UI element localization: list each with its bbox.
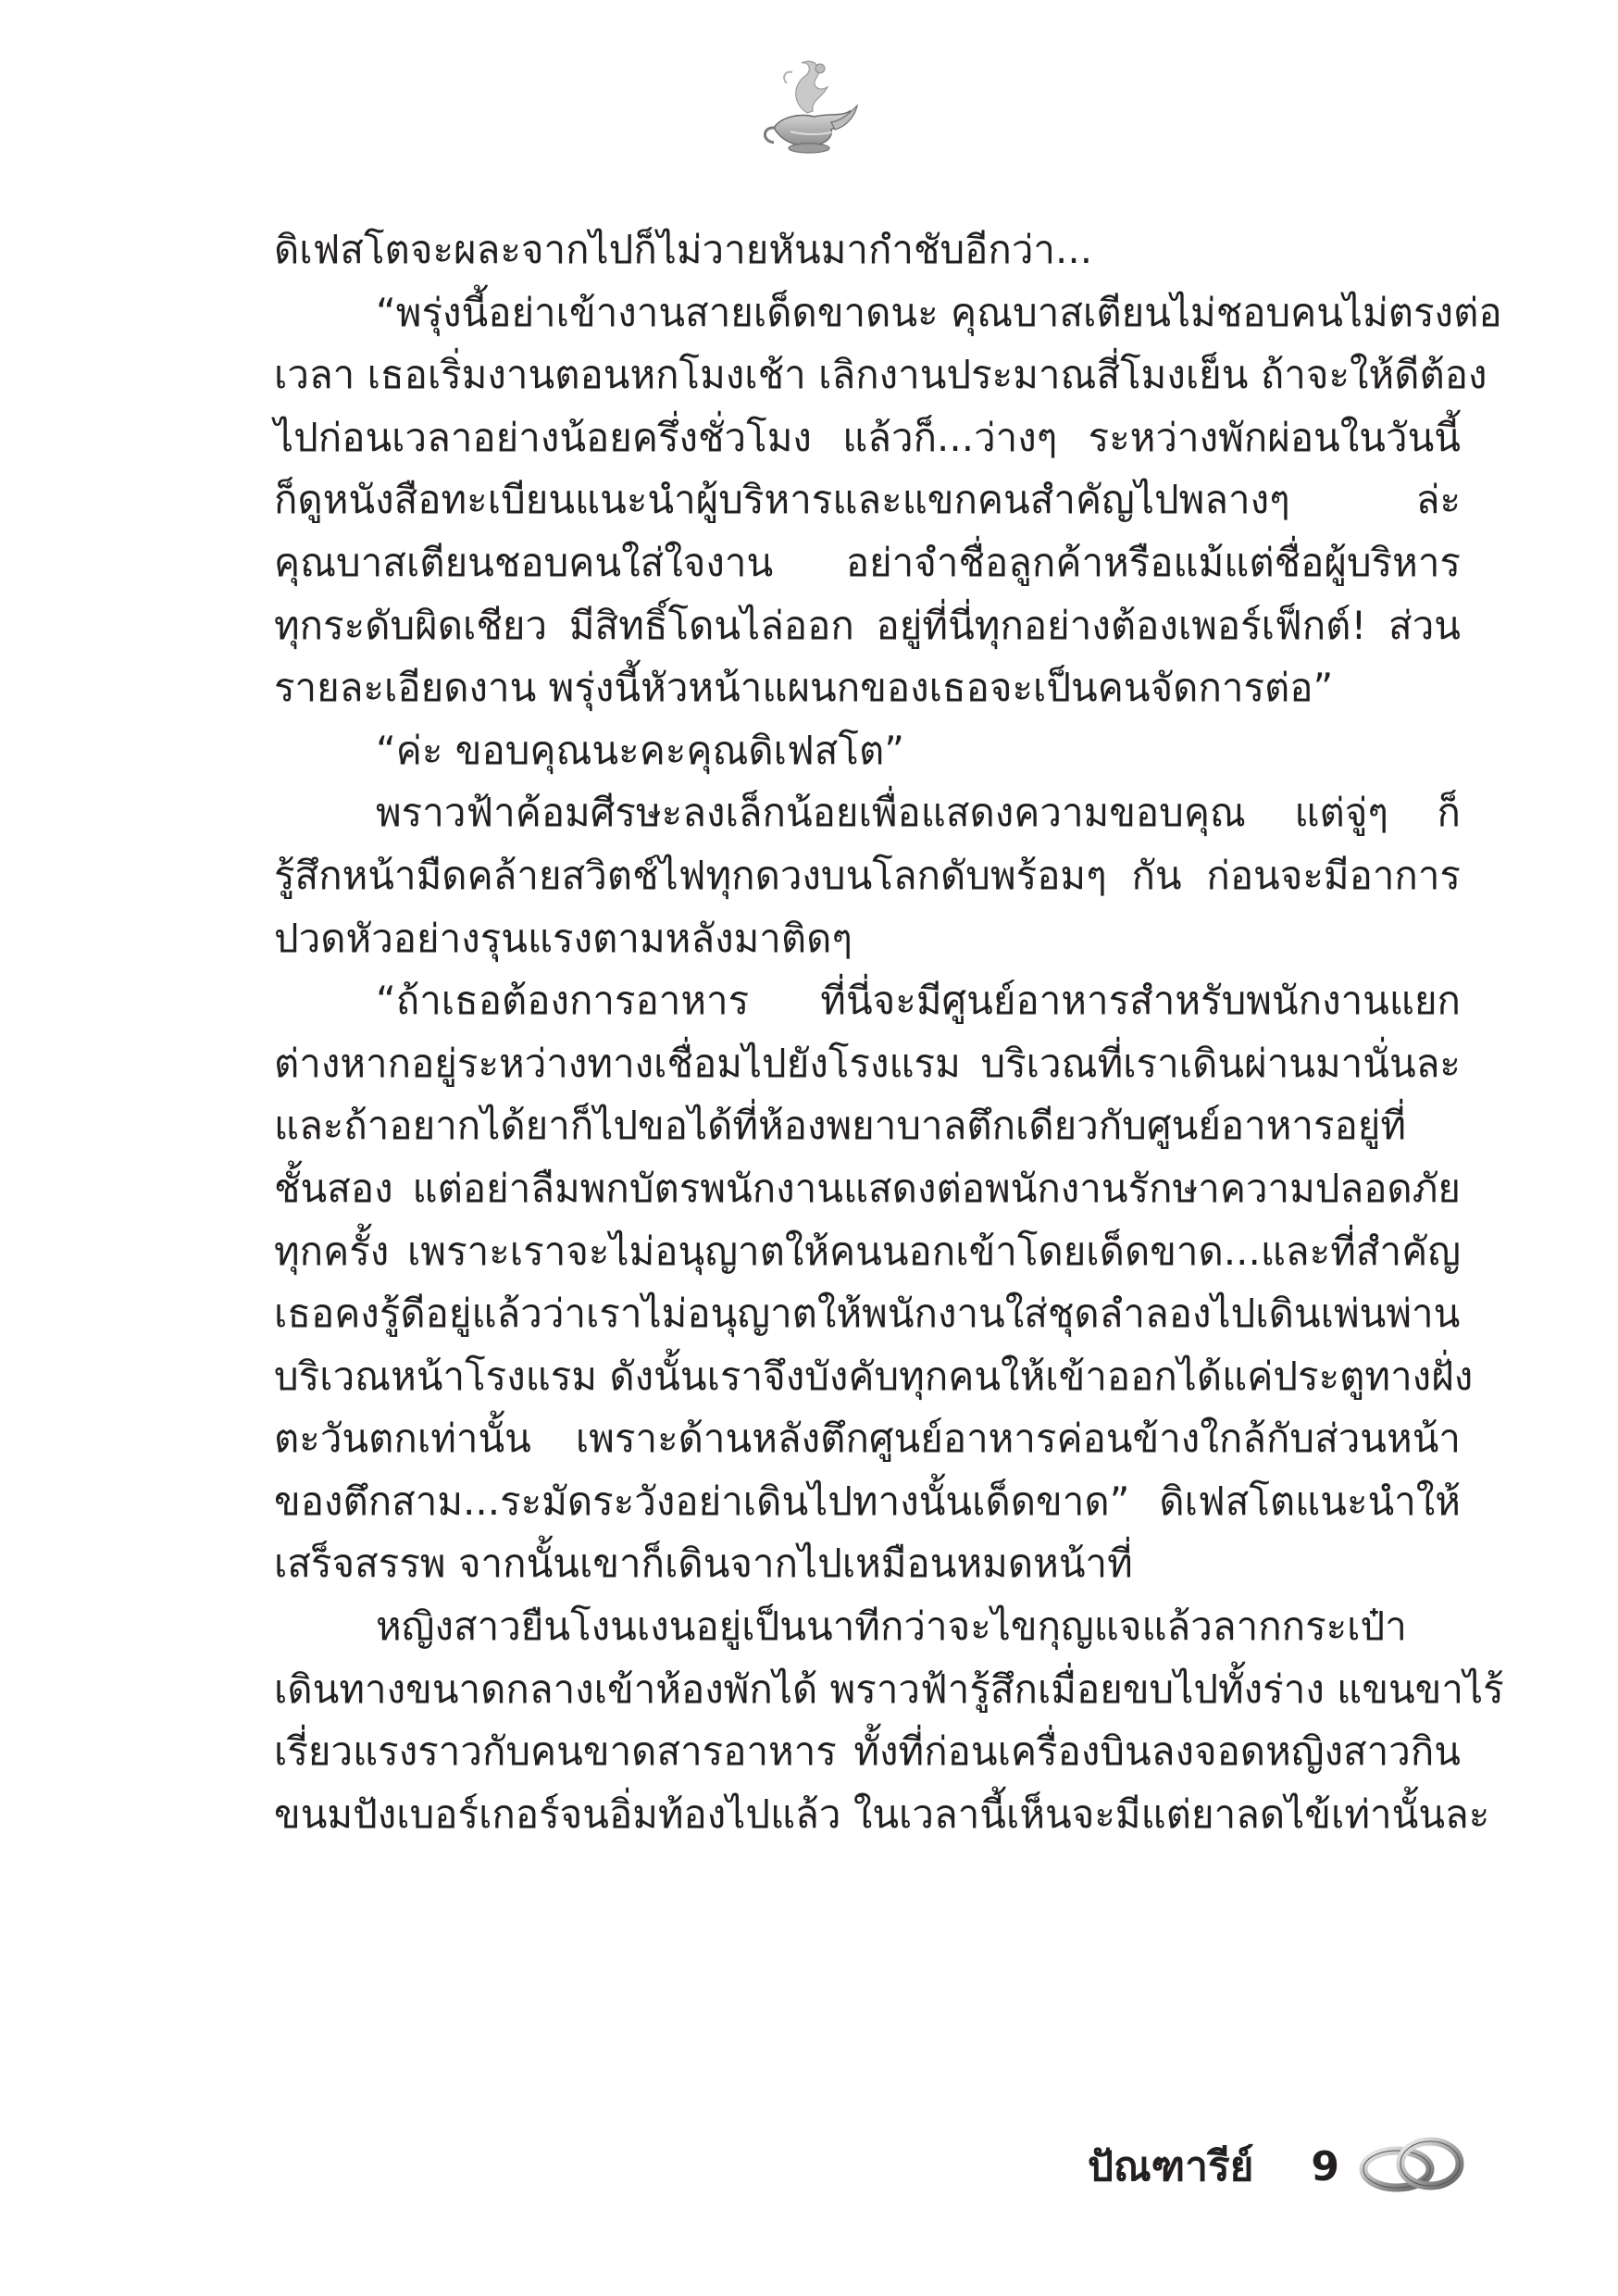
text-line: “ค่ะ ขอบคุณนะคะคุณดิเฟสโต” bbox=[376, 727, 904, 773]
text-line: คุณบาสเตียนชอบคนใส่ใจงาน อย่าจำชื่อลูกค้าหรือแม้แต่ชื่อผู้บริหาร bbox=[274, 539, 1461, 585]
text-line: เธอคงรู้ดีอยู่แล้วว่าเราไม่อนุญาตให้พนักงานใส่ชุดลำลองไปเดินเพ่นพ่าน bbox=[274, 1291, 1461, 1337]
text-line: “พรุ่งนี้อย่าเข้างานสายเด็ดขาดนะ คุณบาสเตียนไม่ชอบคนไม่ตรงต่อ bbox=[376, 289, 1502, 335]
text-line: ไปก่อนเวลาอย่างน้อยครึ่งชั่วโมง แล้วก็...ว่างๆ ระหว่างพักผ่อนในวันนี้ bbox=[274, 414, 1461, 460]
text-line: ทุกครั้ง เพราะเราจะไม่อนุญาตให้คนนอกเข้าโดยเด็ดขาด...และที่สำคัญ bbox=[274, 1228, 1461, 1274]
genie-lamp-icon bbox=[753, 56, 865, 157]
text-line: เสร็จสรรพ จากนั้นเขาก็เดินจากไปเหมือนหมดหน้าที่ bbox=[274, 1541, 1133, 1587]
text-line: ต่างหากอยู่ระหว่างทางเชื่อมไปยังโรงแรม บริเวณที่เราเดินผ่านมานั่นละ bbox=[274, 1040, 1461, 1086]
wedding-rings-icon bbox=[1356, 2134, 1467, 2199]
text-line: ก็ดูหนังสือทะเบียนแนะนำผู้บริหารและแขกคนสำคัญไปพลางๆ ล่ะ bbox=[274, 477, 1461, 523]
text-line: บริเวณหน้าโรงแรม ดังนั้นเราจึงบังคับทุกคนให้เข้าออกได้แค่ประตูทางฝั่ง bbox=[274, 1353, 1474, 1399]
text-line: รู้สึกหน้ามืดคล้ายสวิตช์ไฟทุกดวงบนโลกดับพร้อมๆ กัน ก่อนจะมีอาการ bbox=[274, 852, 1461, 898]
text-line: รายละเอียดงาน พรุ่งนี้หัวหน้าแผนกของเธอจะเป็นคนจัดการต่อ” bbox=[274, 665, 1334, 711]
text-line: หญิงสาวยืนโงนเงนอยู่เป็นนาทีกว่าจะไขกุญแจแล้วลากกระเป๋า bbox=[376, 1603, 1407, 1650]
text-line: และถ้าอยากได้ยาก็ไปขอได้ที่ห้องพยาบาลตึกเดียวกับศูนย์อาหารอยู่ที่ bbox=[274, 1103, 1407, 1149]
text-line: เรี่ยวแรงราวกับคนขาดสารอาหาร ทั้งที่ก่อนเครื่องบินลงจอดหญิงสาวกิน bbox=[274, 1728, 1461, 1775]
book-title: ปัณฑารีย์ bbox=[1088, 2143, 1254, 2190]
text-line: ปวดหัวอย่างรุนแรงตามหลังมาติดๆ bbox=[274, 915, 853, 961]
text-line: “ถ้าเธอต้องการอาหาร ที่นี่จะมีศูนย์อาหารสำหรับพนักงานแยก bbox=[376, 978, 1461, 1024]
text-line: ตะวันตกเท่านั้น เพราะด้านหลังตึกศูนย์อาหารค่อนข้างใกล้กับส่วนหน้า bbox=[274, 1416, 1461, 1462]
text-line: ขนมปังเบอร์เกอร์จนอิ่มท้องไปแล้ว ในเวลานี้เห็นจะมีแต่ยาลดไข้เท่านั้นละ bbox=[274, 1791, 1490, 1837]
text-line: ของตึกสาม...ระมัดระวังอย่าเดินไปทางนั้นเด็ดขาด” ดิเฟสโตแนะนำให้ bbox=[274, 1478, 1461, 1524]
body-text bbox=[274, 218, 1504, 1845]
text-line: ชั้นสอง แต่อย่าลืมพกบัตรพนักงานแสดงต่อพนักงานรักษาความปลอดภัย bbox=[274, 1165, 1461, 1211]
text-line: ดิเฟสโตจะผละจากไปก็ไม่วายหันมากำชับอีกว่า... bbox=[274, 227, 1093, 272]
page-number: 9 bbox=[1311, 2142, 1340, 2190]
page-footer bbox=[1088, 2129, 1476, 2203]
text-line: เดินทางขนาดกลางเข้าห้องพักได้ พราวฟ้ารู้สึกเมื่อยขบไปทั้งร่าง แขนขาไร้ bbox=[274, 1666, 1504, 1712]
text-line: เวลา เธอเริ่มงานตอนหกโมงเช้า เลิกงานประมาณสี่โมงเย็น ถ้าจะให้ดีต้อง bbox=[274, 352, 1487, 398]
text-line: ทุกระดับผิดเชียว มีสิทธิ์โดนไล่ออก อยู่ที่นี่ทุกอย่างต้องเพอร์เฟ็กต์! ส่วน bbox=[274, 602, 1461, 648]
text-line: พราวฟ้าค้อมศีรษะลงเล็กน้อยเพื่อแสดงความขอบคุณ แต่จู่ๆ ก็ bbox=[376, 790, 1461, 836]
